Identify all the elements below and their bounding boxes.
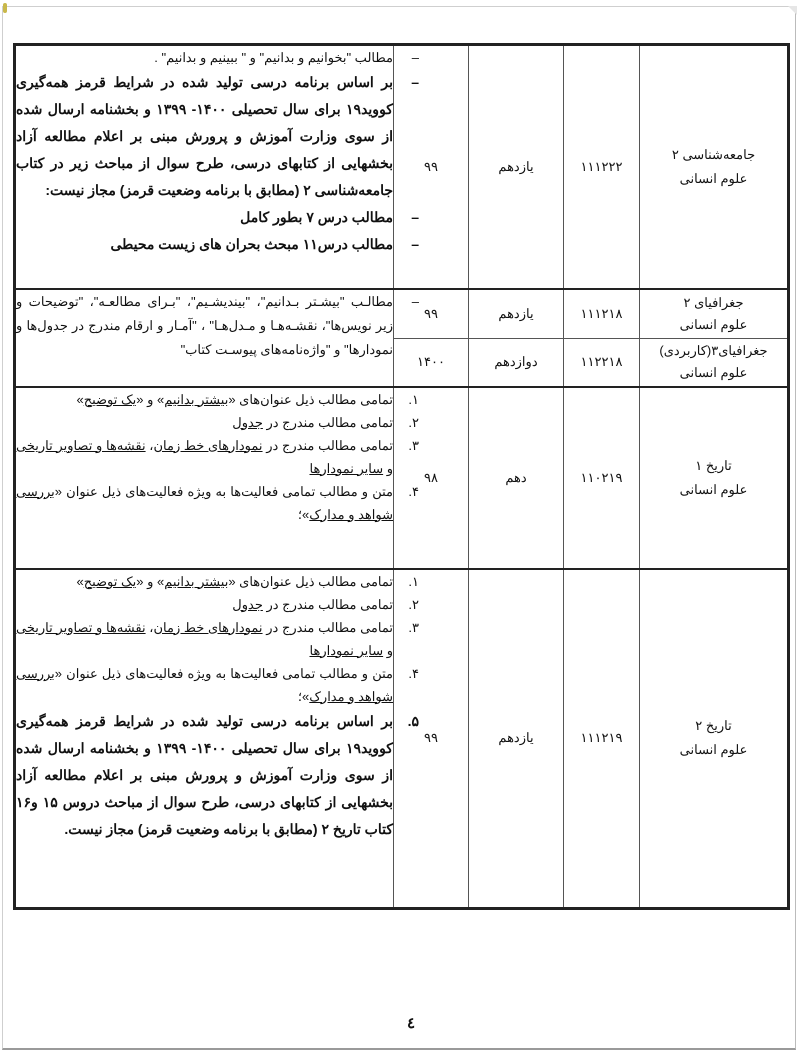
subject-field: علوم انسانی xyxy=(679,365,748,381)
content-line: – مطالب "بخوانیم و بدانیم" و " ببینیم و بدانیم" . xyxy=(16,46,393,69)
list-item-text: تمامی مطالب مندرج در xyxy=(262,414,393,430)
list-item-text: » و « xyxy=(136,573,165,589)
list-item xyxy=(16,570,419,593)
year-cell: ۱۴۰۰ xyxy=(394,339,469,387)
subject-name: جغرافیای۳(کاربردی) xyxy=(659,343,768,359)
list-item-text: ، xyxy=(145,437,154,453)
table-row xyxy=(15,45,789,289)
list xyxy=(16,388,419,526)
list-item-text: و xyxy=(383,460,393,476)
excluded-content-cell xyxy=(15,45,394,289)
list-item-text: »؛ xyxy=(297,688,310,704)
subject-name: تاریخ ۱ xyxy=(695,457,732,473)
list-marker: ۵. xyxy=(407,712,419,729)
list-item-text: » xyxy=(76,391,84,407)
year-cell: ۹۹ xyxy=(394,45,469,289)
list-item-text: » و « xyxy=(136,391,165,407)
list-item-text: تمامی مطالب مندرج در xyxy=(262,437,393,453)
underlined-text: سایر نمودارها xyxy=(309,460,384,476)
excluded-content-list xyxy=(15,387,419,569)
subject-name: جغرافیای ۲ xyxy=(683,294,744,310)
subject-cell xyxy=(640,45,789,289)
underlined-text: بیشتر بدانیم xyxy=(164,573,229,589)
list-marker: ۱. xyxy=(408,391,419,407)
list-marker: ۲. xyxy=(408,596,419,612)
excluded-content-cell xyxy=(15,289,394,387)
list-marker: ۱. xyxy=(408,573,419,589)
list-item-text: متن و مطالب تمامی فعالیت‌ها به ویژه فعالیت‌های ذیل عنوان « xyxy=(54,665,393,681)
list-item xyxy=(16,434,419,480)
page-number: ٤ xyxy=(407,1015,416,1032)
list-item-text: » xyxy=(76,573,84,589)
code-cell: ۱۱۰۲۱۹ xyxy=(564,387,640,569)
list-item-text: تمامی مطالب ذیل عنوان‌های « xyxy=(228,391,393,407)
page-body xyxy=(13,43,787,1032)
subject-cell xyxy=(640,339,789,387)
subject-field: علوم انسانی xyxy=(679,170,748,186)
pin-icon xyxy=(3,3,7,13)
list-item xyxy=(16,388,419,411)
code-cell: ۱۱۱۲۱۸ xyxy=(564,289,640,339)
list-item-text: ، xyxy=(145,619,154,635)
list-item-text: تمامی مطالب ذیل عنوان‌های « xyxy=(228,573,393,589)
list-item-text: و xyxy=(383,642,393,658)
excluded-content-list xyxy=(15,569,419,909)
list-item-text: تمامی مطالب مندرج در xyxy=(262,596,393,612)
list xyxy=(16,570,419,708)
subject-name: تاریخ ۲ xyxy=(695,718,732,734)
grade-cell: یازدهم xyxy=(469,569,564,909)
syllabus-table xyxy=(13,43,790,910)
content-bullet: – مطالب درس۱۱ مبحث بحران های زیست محیطی xyxy=(16,231,393,258)
subject-cell xyxy=(640,387,789,569)
underlined-text: جدول xyxy=(232,414,263,430)
grade-cell: دهم xyxy=(469,387,564,569)
year-cell: ۹۸ xyxy=(394,387,469,569)
list-item xyxy=(16,616,419,662)
subject-name: جامعه‌شناسی ۲ xyxy=(671,146,756,162)
underlined-text: بررسی شواهد و مدارک xyxy=(16,665,393,704)
year-cell: ۹۹ xyxy=(394,289,469,339)
content-paragraph: – مطالـب "بیشـتر بـدانیم"، "بیندیشـیم"، "بـرای مطالعـه"، "توضیحات و زیر نویس‌ها"، نقشـه‌هـا و مـدل‌هـا" ، "آمـار و ارقام مندرج در جدول‌ها و نمودارها" و "واژه‌نامه‌های پیوسـت کتاب" xyxy=(16,290,393,362)
subject-field: علوم انسانی xyxy=(679,742,748,758)
underlined-text: نمودارهای خط زمان xyxy=(153,619,263,635)
underlined-text: سایر نمودارها xyxy=(309,642,384,658)
code-cell: ۱۱۲۲۱۸ xyxy=(564,339,640,387)
underlined-text: نقشه‌ها و تصاویر تاریخی xyxy=(16,619,146,635)
list-marker: ۴. xyxy=(408,483,419,499)
underlined-text: یک توضیح xyxy=(83,391,137,407)
table-row xyxy=(15,569,789,909)
year-cell: ۹۹ xyxy=(394,569,469,909)
underlined-text: نقشه‌ها و تصاویر تاریخی xyxy=(16,437,146,453)
grade-cell: دوازدهم xyxy=(469,339,564,387)
code-cell: ۱۱۱۲۲۲ xyxy=(564,45,640,289)
list-item-text: بر اساس برنامه درسی تولید شده در شرایط قرمز همه‌گیری کووید۱۹ برای سال تحصیلی ۱۴۰۰- ۱۳۹۹ و بخشنامه ارسال شده از سوی وزارت آموزش و پرورش مبنی بر اعلام مطالعه آزاد بخشهایی از کتابهای درسی، طرح سوال از مباحث دروس ۱۵ و۱۶ کتاب تاریخ ۲ (مطابق با برنامه وضعیت قرمز) مجاز نیست. xyxy=(16,712,393,837)
list-item xyxy=(16,708,419,843)
list-marker: ۳. xyxy=(408,437,419,453)
underlined-text: جدول xyxy=(232,596,263,612)
table-row xyxy=(15,387,789,569)
content-paragraph: – بر اساس برنامه درسی تولید شده در شرایط قرمز همه‌گیری کووید۱۹ برای سال تحصیلی ۱۴۰۰- ۱۳۹۹ و بخشنامه ارسال شده از سوی وزارت آموزش و پرورش مبنی بر اعلام مطالعه آزاد بخشهایی از کتابهای درسی، طرح سوال از مباحث زیر در کتاب جامعه‌شناسی ۲ (مطابق با برنامه وضعیت قرمز) مجاز نیست: xyxy=(16,69,393,204)
list-item-text: »؛ xyxy=(297,506,310,522)
list-item xyxy=(16,480,419,526)
grade-cell: یازدهم xyxy=(469,45,564,289)
underlined-text: بررسی شواهد و مدارک xyxy=(16,483,393,522)
list-marker: ۲. xyxy=(408,414,419,430)
table-row xyxy=(15,289,789,339)
subject-field: علوم انسانی xyxy=(679,316,748,332)
list-marker: ۴. xyxy=(408,665,419,681)
underlined-text: یک توضیح xyxy=(83,573,137,589)
grade-cell: یازدهم xyxy=(469,289,564,339)
page-corner-fold-icon xyxy=(788,6,797,15)
code-cell: ۱۱۱۲۱۹ xyxy=(564,569,640,909)
list-item xyxy=(16,411,419,434)
list-item-text: متن و مطالب تمامی فعالیت‌ها به ویژه فعالیت‌های ذیل عنوان « xyxy=(54,483,393,499)
underlined-text: نمودارهای خط زمان xyxy=(153,437,263,453)
subject-field: علوم انسانی xyxy=(679,481,748,497)
content-bullet: – مطالب درس ۷ بطور کامل xyxy=(16,204,393,231)
underlined-text: بیشتر بدانیم xyxy=(164,391,229,407)
list-item xyxy=(16,662,419,708)
list-item xyxy=(16,593,419,616)
list-item-text: تمامی مطالب مندرج در xyxy=(262,619,393,635)
subject-cell xyxy=(640,289,789,339)
subject-cell xyxy=(640,569,789,909)
list-marker: ۳. xyxy=(408,619,419,635)
